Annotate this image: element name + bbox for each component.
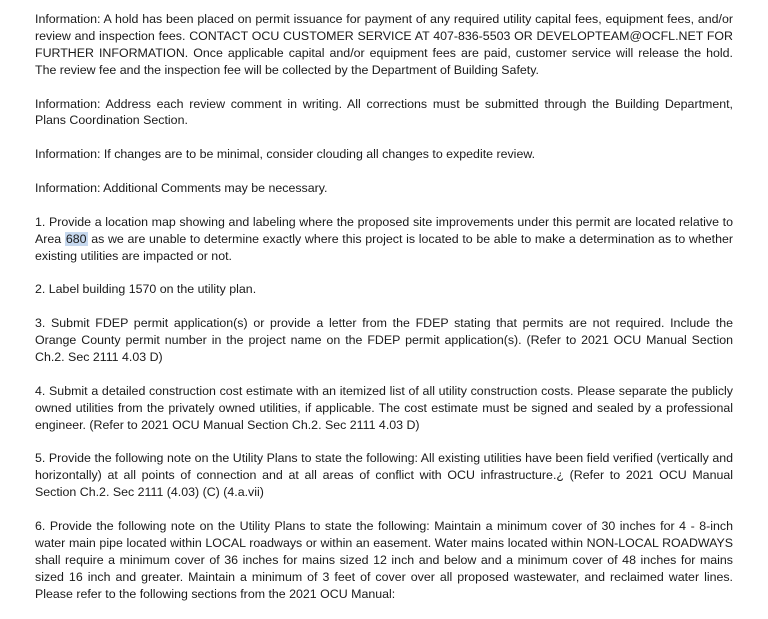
comment-1-paragraph xyxy=(35,214,733,265)
review-comments-document xyxy=(35,11,733,619)
info-additional-comments-paragraph: Information: Additional Comments may be necessary. xyxy=(35,181,328,196)
info-address-comments-paragraph: Information: Address each review comment in writing. All corrections must be submitted through the Building Department, Plans Coordination Section. xyxy=(35,96,733,128)
comment-4-paragraph: 4. Submit a detailed construction cost estimate with an itemized list of all utility construction costs. Please separate the publicly owned utilities from the privately owned utilities, if applicable. The cost estimate must be signed and sealed by a professional engineer. (Refer to 2021 OCU Manual Section Ch.2. Sec 2111 4.03 D) xyxy=(35,383,733,432)
comment-2-paragraph: 2. Label building 1570 on the utility plan. xyxy=(35,282,257,297)
selected-text-highlight[interactable]: 680 xyxy=(65,231,87,246)
comment-1-text-after: as we are unable to determine exactly where this project is located to be able to make a determination as to whether existing utilities are impacted or not. xyxy=(35,231,733,263)
info-clouding-paragraph: Information: If changes are to be minimal, consider clouding all changes to expedite review. xyxy=(35,147,536,162)
comment-1-text-before: 1. Provide a location map showing and labeling where the proposed site improvements under this permit are located relative to Area xyxy=(35,214,733,246)
info-hold-paragraph: Information: A hold has been placed on permit issuance for payment of any required utility capital fees, equipment fees, and/or review and inspection fees. CONTACT OCU CUSTOMER SERVICE AT 407-836-5503 OR DEVELOPTEAM@OCFL.NET FOR FURTHER INFORMATION. Once applicable capital and/or equipment fees are paid, customer service will release the hold. The review fee and the inspection fee will be collected by the Department of Building Safety. xyxy=(35,12,733,77)
comment-3-paragraph: 3. Submit FDEP permit application(s) or provide a letter from the FDEP stating that permits are not required. Include the Orange County permit number in the project name on the FDEP permit application(s). (Refer to 2021 OCU Manual Section Ch.2. Sec 2111 4.03 D) xyxy=(35,316,733,365)
comment-5-paragraph: 5. Provide the following note on the Utility Plans to state the following: All existing utilities have been field verified (vertically and horizontally) at all points of connection and at all areas of conflict with OCU infrastructure.¿ (Refer to 2021 OCU Manual Section Ch.2. Sec 2111 (4.03) (C) (4.a.vii) xyxy=(35,451,733,500)
comment-6-paragraph: 6. Provide the following note on the Utility Plans to state the following: Maintain a minimum cover of 30 inches for 4 - 8-inch water main pipe located within LOCAL roadways or within an easement. Water mains located within NON-LOCAL ROADWAYS shall require a minimum cover of 36 inches for mains sized 12 inch and below and a minimum cover of 48 inches for mains sized 16 inch and greater. Maintain a minimum of 3 feet of cover over all proposed wastewater, and reclaimed water lines. Please refer to the following sections from the 2021 OCU Manual: xyxy=(35,519,733,601)
